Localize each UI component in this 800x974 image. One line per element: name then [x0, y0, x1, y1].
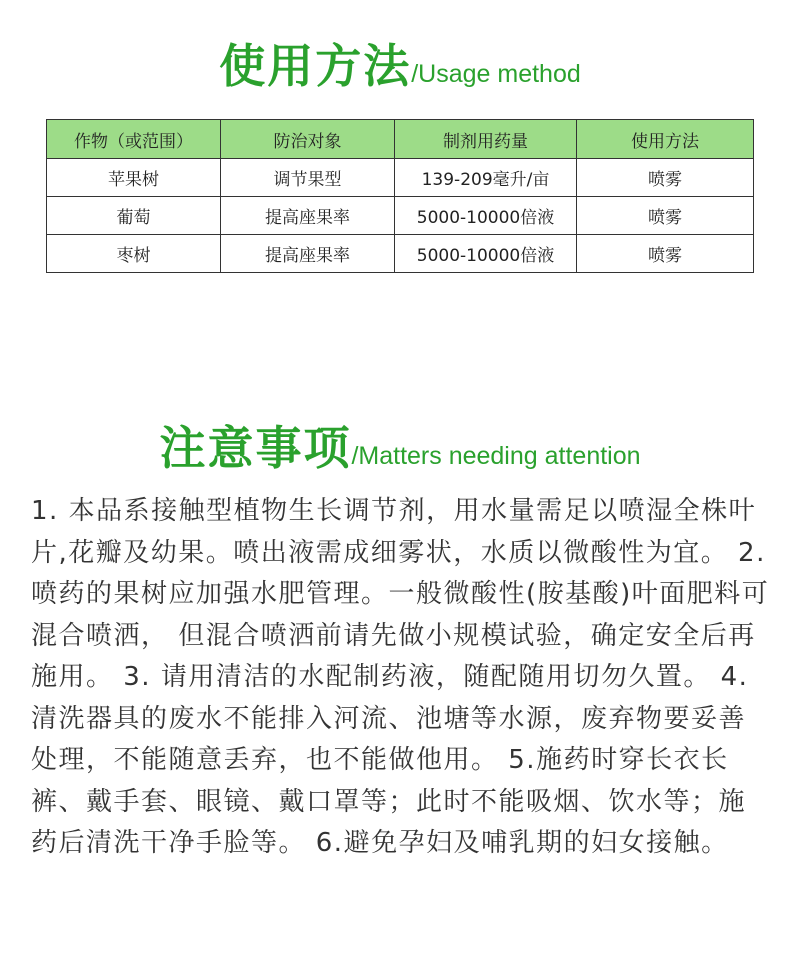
cell-crop: 苹果树 — [47, 159, 221, 197]
cell-crop: 葡萄 — [47, 197, 221, 235]
cell-target: 提高座果率 — [221, 235, 395, 273]
cell-crop: 枣树 — [47, 235, 221, 273]
notice-body: 1. 本品系接触型植物生长调节剂，用水量需足以喷湿全株叶片,花瓣及幼果。喷出液需成细雾状，水质以微酸性为宜。 2. 喷药的果树应加强水肥管理。一般微酸性(胺基酸)叶面肥料可混合喷洒， 但混合喷洒前请先做小规模试验，确定安全后再施用。 3. 请用清洁的水配制药液，随配随用切勿久置。 4.清洗器具的废水不能排入河流、池塘等水源，废弃物要妥善处理，不能随意丢弃，也不能做他用。 5.施药时穿长衣长裤、戴手套、眼镜、戴口罩等；此时不能吸烟、饮水等；施药后清洗干净手脸等。 6.避免孕妇及哺乳期的妇女接触。 — [31, 496, 770, 858]
cell-dosage: 139-209毫升/亩 — [395, 159, 577, 197]
usage-title-cn: 使用方法 — [219, 39, 412, 93]
notice-section-title — [0, 412, 800, 478]
cell-dosage: 5000-10000倍液 — [395, 235, 577, 273]
header-dosage: 制剂用药量 — [395, 120, 577, 159]
header-method: 使用方法 — [577, 120, 754, 159]
cell-method: 喷雾 — [577, 235, 754, 273]
table-row — [47, 197, 754, 235]
usage-table — [46, 119, 754, 273]
header-crop: 作物（或范围） — [47, 120, 221, 159]
table-row — [47, 235, 754, 273]
table-header-row — [47, 120, 754, 159]
cell-dosage: 5000-10000倍液 — [395, 197, 577, 235]
header-target: 防治对象 — [221, 120, 395, 159]
cell-target: 调节果型 — [221, 159, 395, 197]
cell-target: 提高座果率 — [221, 197, 395, 235]
usage-title-en: /Usage method — [411, 60, 581, 88]
notice-title-cn: 注意事项 — [159, 421, 352, 475]
notice-title-en: /Matters needing attention — [351, 442, 641, 470]
cell-method: 喷雾 — [577, 159, 754, 197]
usage-section-title — [0, 30, 800, 96]
cell-method: 喷雾 — [577, 197, 754, 235]
table-row — [47, 159, 754, 197]
